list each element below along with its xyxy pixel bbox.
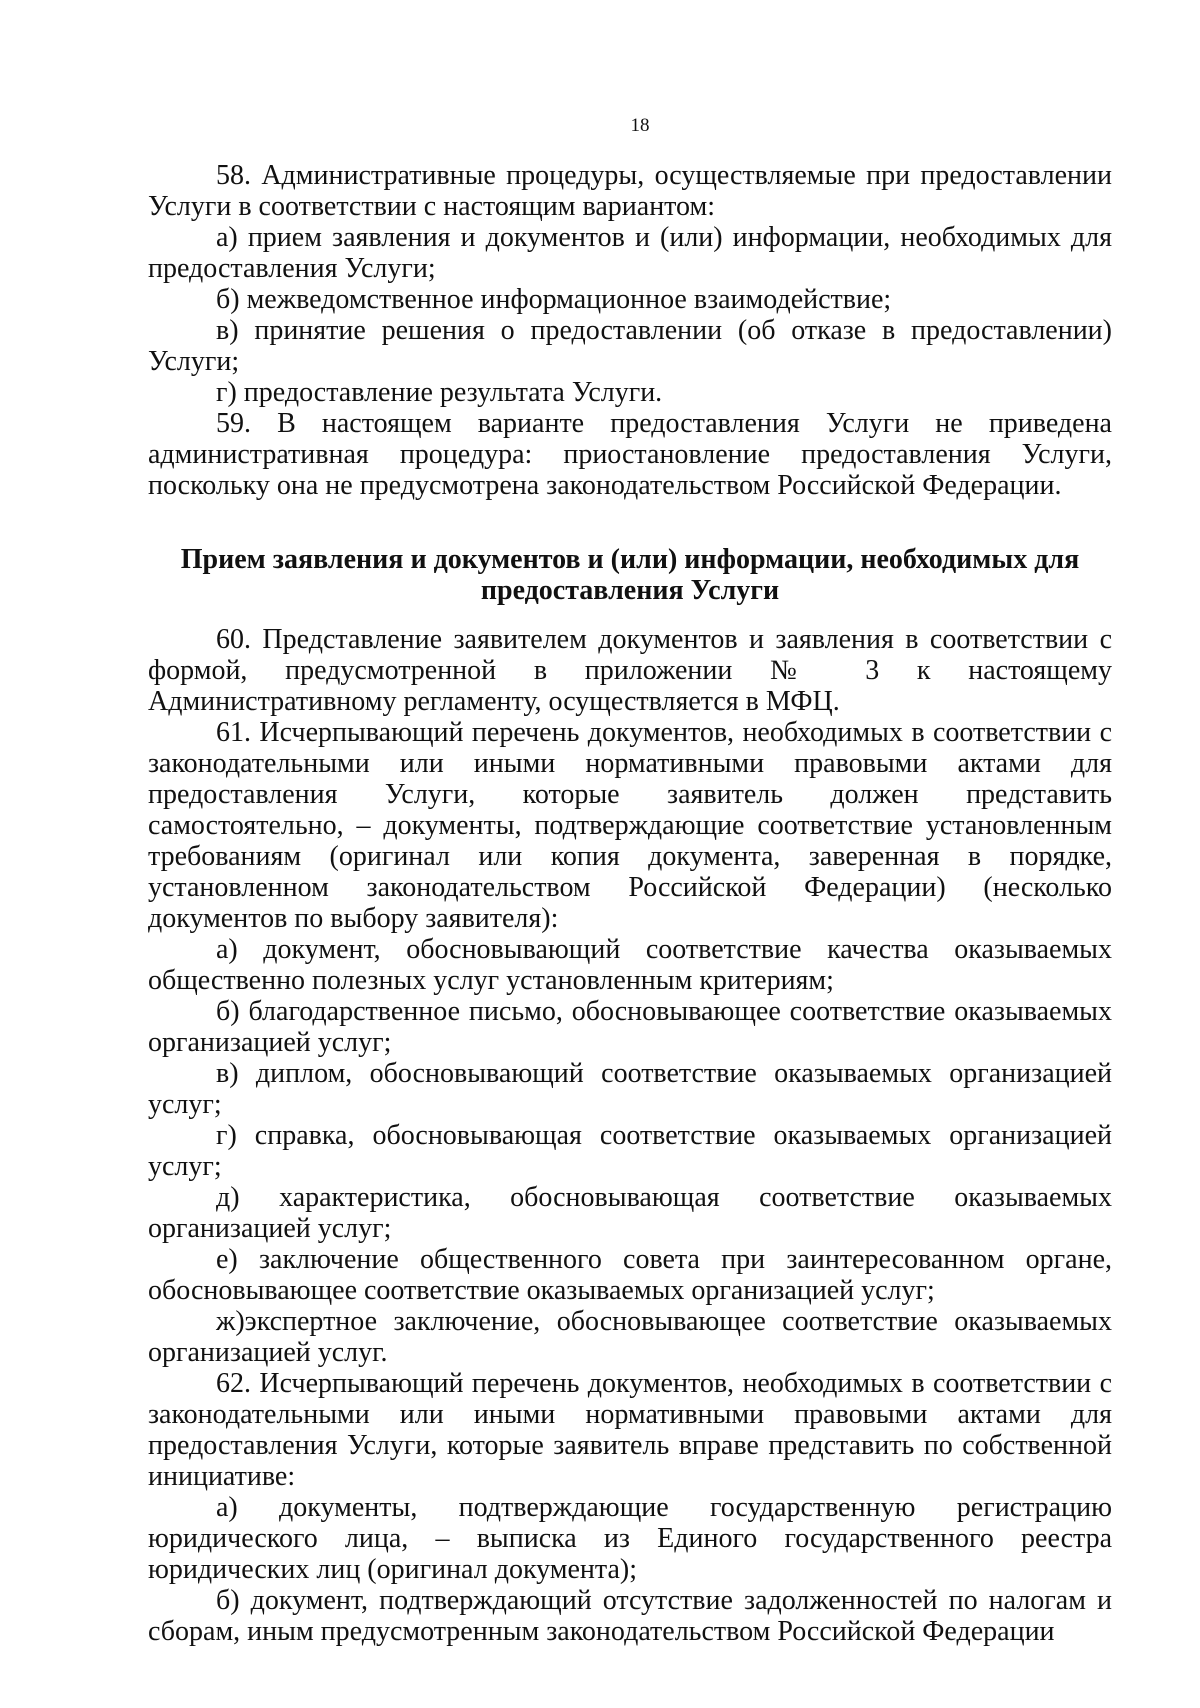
list-item-62-b: б) документ, подтверждающий отсутствие задолженностей по налогам и сборам, иным предусмотренным законодательством Российской Федерации — [148, 1585, 1112, 1647]
list-item-61-d: д) характеристика, обосновывающая соответствие оказываемых организацией услуг; — [148, 1182, 1112, 1244]
list-item-a: а) прием заявления и документов и (или) информации, необходимых для предоставления Услуги; — [148, 222, 1112, 284]
heading-spacer — [148, 606, 1112, 624]
list-item-61-a: а) документ, обосновывающий соответствие качества оказываемых общественно полезных услуг установленным критериям; — [148, 934, 1112, 996]
list-item-b: б) межведомственное информационное взаимодействие; — [216, 284, 892, 315]
document-content — [148, 160, 1112, 1647]
section-heading-line-2: предоставления Услуги — [480, 575, 780, 606]
list-item-61-g: г) справка, обосновывающая соответствие оказываемых организацией услуг; — [148, 1120, 1112, 1182]
paragraph-58: 58. Административные процедуры, осуществляемые при предоставлении Услуги в соответствии с настоящим вариантом: — [148, 160, 1112, 222]
section-spacer — [148, 501, 1112, 544]
paragraph-61: 61. Исчерпывающий перечень документов, необходимых в соответствии с законодательными или иными нормативными правовыми актами для предоставления Услуги, которые заявитель должен представить самостоятельно, – документы, подтверждающие соответствие установленным требованиям (оригинал или копия документа, заверенная в порядке, установленном законодательством Российской Федерации) (несколько документов по выбору заявителя): — [148, 717, 1112, 934]
list-item-v: в) принятие решения о предоставлении (об отказе в предоставлении) Услуги; — [148, 315, 1112, 377]
paragraph-62: 62. Исчерпывающий перечень документов, необходимых в соответствии с законодательными или иными нормативными правовыми актами для предоставления Услуги, которые заявитель вправе представить по собственной инициативе: — [148, 1368, 1112, 1492]
list-item-g: г) предоставление результата Услуги. — [216, 377, 663, 408]
list-item-61-v: в) диплом, обосновывающий соответствие оказываемых организацией услуг; — [148, 1058, 1112, 1120]
paragraph-60: 60. Представление заявителем документов и заявления в соответствии с формой, предусмотренной в приложении № 3 к настоящему Административному регламенту, осуществляется в МФЦ. — [148, 624, 1112, 717]
page-number: 18 — [630, 115, 650, 136]
list-item-61-b: б) благодарственное письмо, обосновывающее соответствие оказываемых организацией услуг; — [148, 996, 1112, 1058]
list-item-62-a: а) документы, подтверждающие государственную регистрацию юридического лица, – выписка из Единого государственного реестра юридических лиц (оригинал документа); — [148, 1492, 1112, 1585]
section-heading-line-1: Прием заявления и документов и (или) информации, необходимых для — [180, 544, 1080, 575]
list-item-61-e: е) заключение общественного совета при заинтересованном органе, обосновывающее соответствие оказываемых организацией услуг; — [148, 1244, 1112, 1306]
list-item-61-zh: ж)экспертное заключение, обосновывающее соответствие оказываемых организацией услуг. — [148, 1306, 1112, 1368]
paragraph-59: 59. В настоящем варианте предоставления Услуги не приведена административная процедура: приостановление предоставления Услуги, поскольку она не предусмотрена законодательством Российской Федерации. — [148, 408, 1112, 501]
